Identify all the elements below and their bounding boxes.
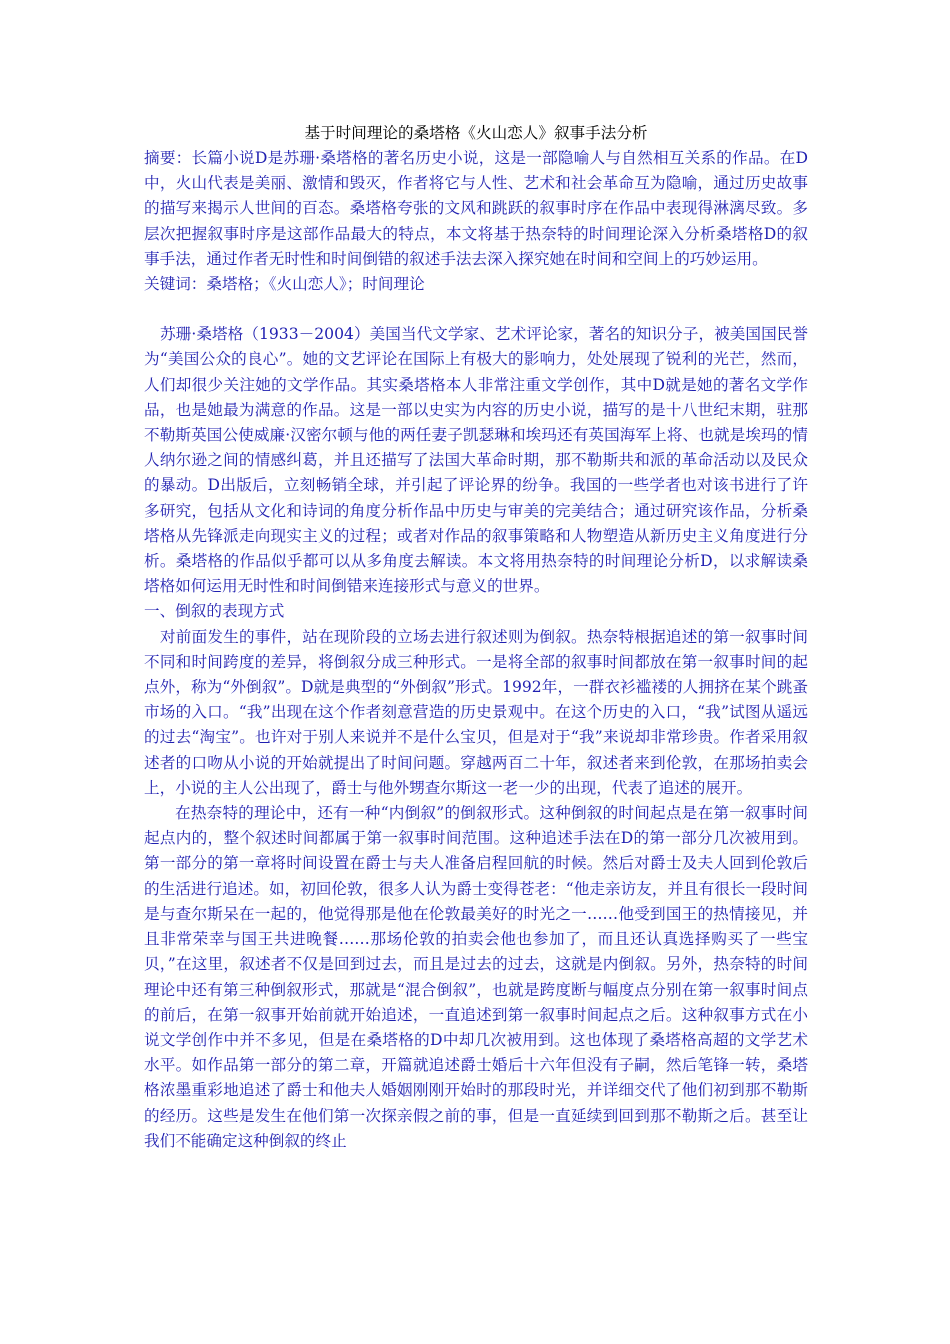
body-paragraph-2: 在热奈特的理论中，还有一种“内倒叙”的倒叙形式。这种倒叙的时间起点是在第一叙事时间起点内的，整个叙述时间都属于第一叙事时间范围。这种追述手法在D的第一部分几次被用到。第一部分的第一章将时间设置在爵士与夫人准备启程回航的时候。然后对爵士及夫人回到伦敦后的生活进行追述。如，初回伦敦，很多人认为爵士变得苍老：“他走亲访友，并且有很长一段时间是与查尔斯呆在一起的，他觉得那是他在伦敦最美好的时光之一……他受到国王的热情接见，并且非常荣幸与国王共进晚餐……那场伦敦的拍卖会他也参加了，而且还认真选择购买了一些宝贝，”在这里，叙述者不仅是回到过去，而且是过去的过去，这就是内倒叙。另外，热奈特的时间理论中还有第三种倒叙形式，那就是“混合倒叙”，也就是跨度断与幅度点分别在第一叙事时间点的前后，在第一叙事开始前就开始追述，一直追述到第一叙事时间起点之后。这种叙事方式在小说文学创作中并不多见，但是在桑塔格的D中却几次被用到。这也体现了桑塔格高超的文学艺术水平。如作品第一部分的第二章，开篇就追述爵士婚后十六年但没有子嗣，然后笔锋一转，桑塔格浓墨重彩地追述了爵士和他夫人婚姻刚刚开始时的那段时光，并详细交代了他们初到那不勒斯的经历。这些是发生在他们第一次探亲假之前的事，但是一直延续到回到那不勒斯之后。甚至让我们不能确定这种倒叙的终止: [144, 804, 808, 1150]
section-heading: 一、倒叙的表现方式: [144, 602, 285, 621]
blank-line: [144, 297, 808, 322]
intro-paragraph: 苏珊·桑塔格（1933－2004）美国当代文学家、艺术评论家，著名的知识分子，被美国国民誉为“美国公众的良心”。她的文艺评论在国际上有极大的影响力，处处展现了锐利的光芒，然而，人们却很少关注她的文学作品。其实桑塔格本人非常注重文学创作，其中D就是她的著名文学作品，也是她最为满意的作品。这是一部以史实为内容的历史小说，描写的是十八世纪末期，驻那不勒斯英国公使威廉·汉密尔顿与他的两任妻子凯瑟琳和埃玛还有英国海军上将、也就是埃玛的情人纳尔逊之间的情感纠葛，并且还描写了法国大革命时期，那不勒斯共和派的革命活动以及民众的暴动。D出版后，立刻畅销全球，并引起了评论界的纷争。我国的一些学者也对该书进行了许多研究，包括从文化和诗词的角度分析作品中历史与审美的完美结合；通过研究该作品，分析桑塔格从先锋派走向现实主义的过程；或者对作品的叙事策略和人物塑造从新历史主义角度进行分析。桑塔格的作品似乎都可以从多角度去解读。本文将用热奈特的时间理论分析D，以求解读桑塔格如何运用无时性和时间倒错来连接形式与意义的世界。: [144, 325, 808, 596]
body-paragraph-1: 对前面发生的事件，站在现阶段的立场去进行叙述则为倒叙。热奈特根据追述的第一叙事时间不同和时间跨度的差异，将倒叙分成三种形式。一是将全部的叙事时间都放在第一叙事时间的起点外，称为“外倒叙”。D就是典型的“外倒叙”形式。1992年，一群衣衫褴褛的人拥挤在某个跳蚤市场的入口。“我”出现在这个作者刻意营造的历史景观中。在这个历史的入口，“我”试图从遥远的过去“淘宝”。也许对于别人来说并不是什么宝贝，但是对于“我”来说却非常珍贵。作者采用叙述者的口吻从小说的开始就提出了时间问题。穿越两百二十年，叙述者来到伦敦，在那场拍卖会上，小说的主人公出现了，爵士与他外甥查尔斯这一老一少的出现，代表了追述的展开。: [144, 627, 808, 797]
abstract-paragraph: 摘要：长篇小说D是苏珊·桑塔格的著名历史小说，这是一部隐喻人与自然相互关系的作品。在D中，火山代表是美丽、激情和毁灭，作者将它与人性、艺术和社会革命互为隐喻，通过历史故事的描写来揭示人世间的百态。桑塔格夸张的文风和跳跃的叙事时序在作品中表现得淋漓尽致。多层次把握叙事时序是这部作品最大的特点，本文将基于热奈特的时间理论深入分析桑塔格D的叙事手法，通过作者无时性和时间倒错的叙述手法去深入探究她在时间和空间上的巧妙运用。: [144, 149, 808, 268]
document-title: 基于时间理论的桑塔格《火山恋人》叙事手法分析: [304, 124, 648, 142]
document-page: [144, 120, 808, 1154]
keywords-line: 关键词：桑塔格；《火山恋人》；时间理论: [144, 275, 425, 294]
